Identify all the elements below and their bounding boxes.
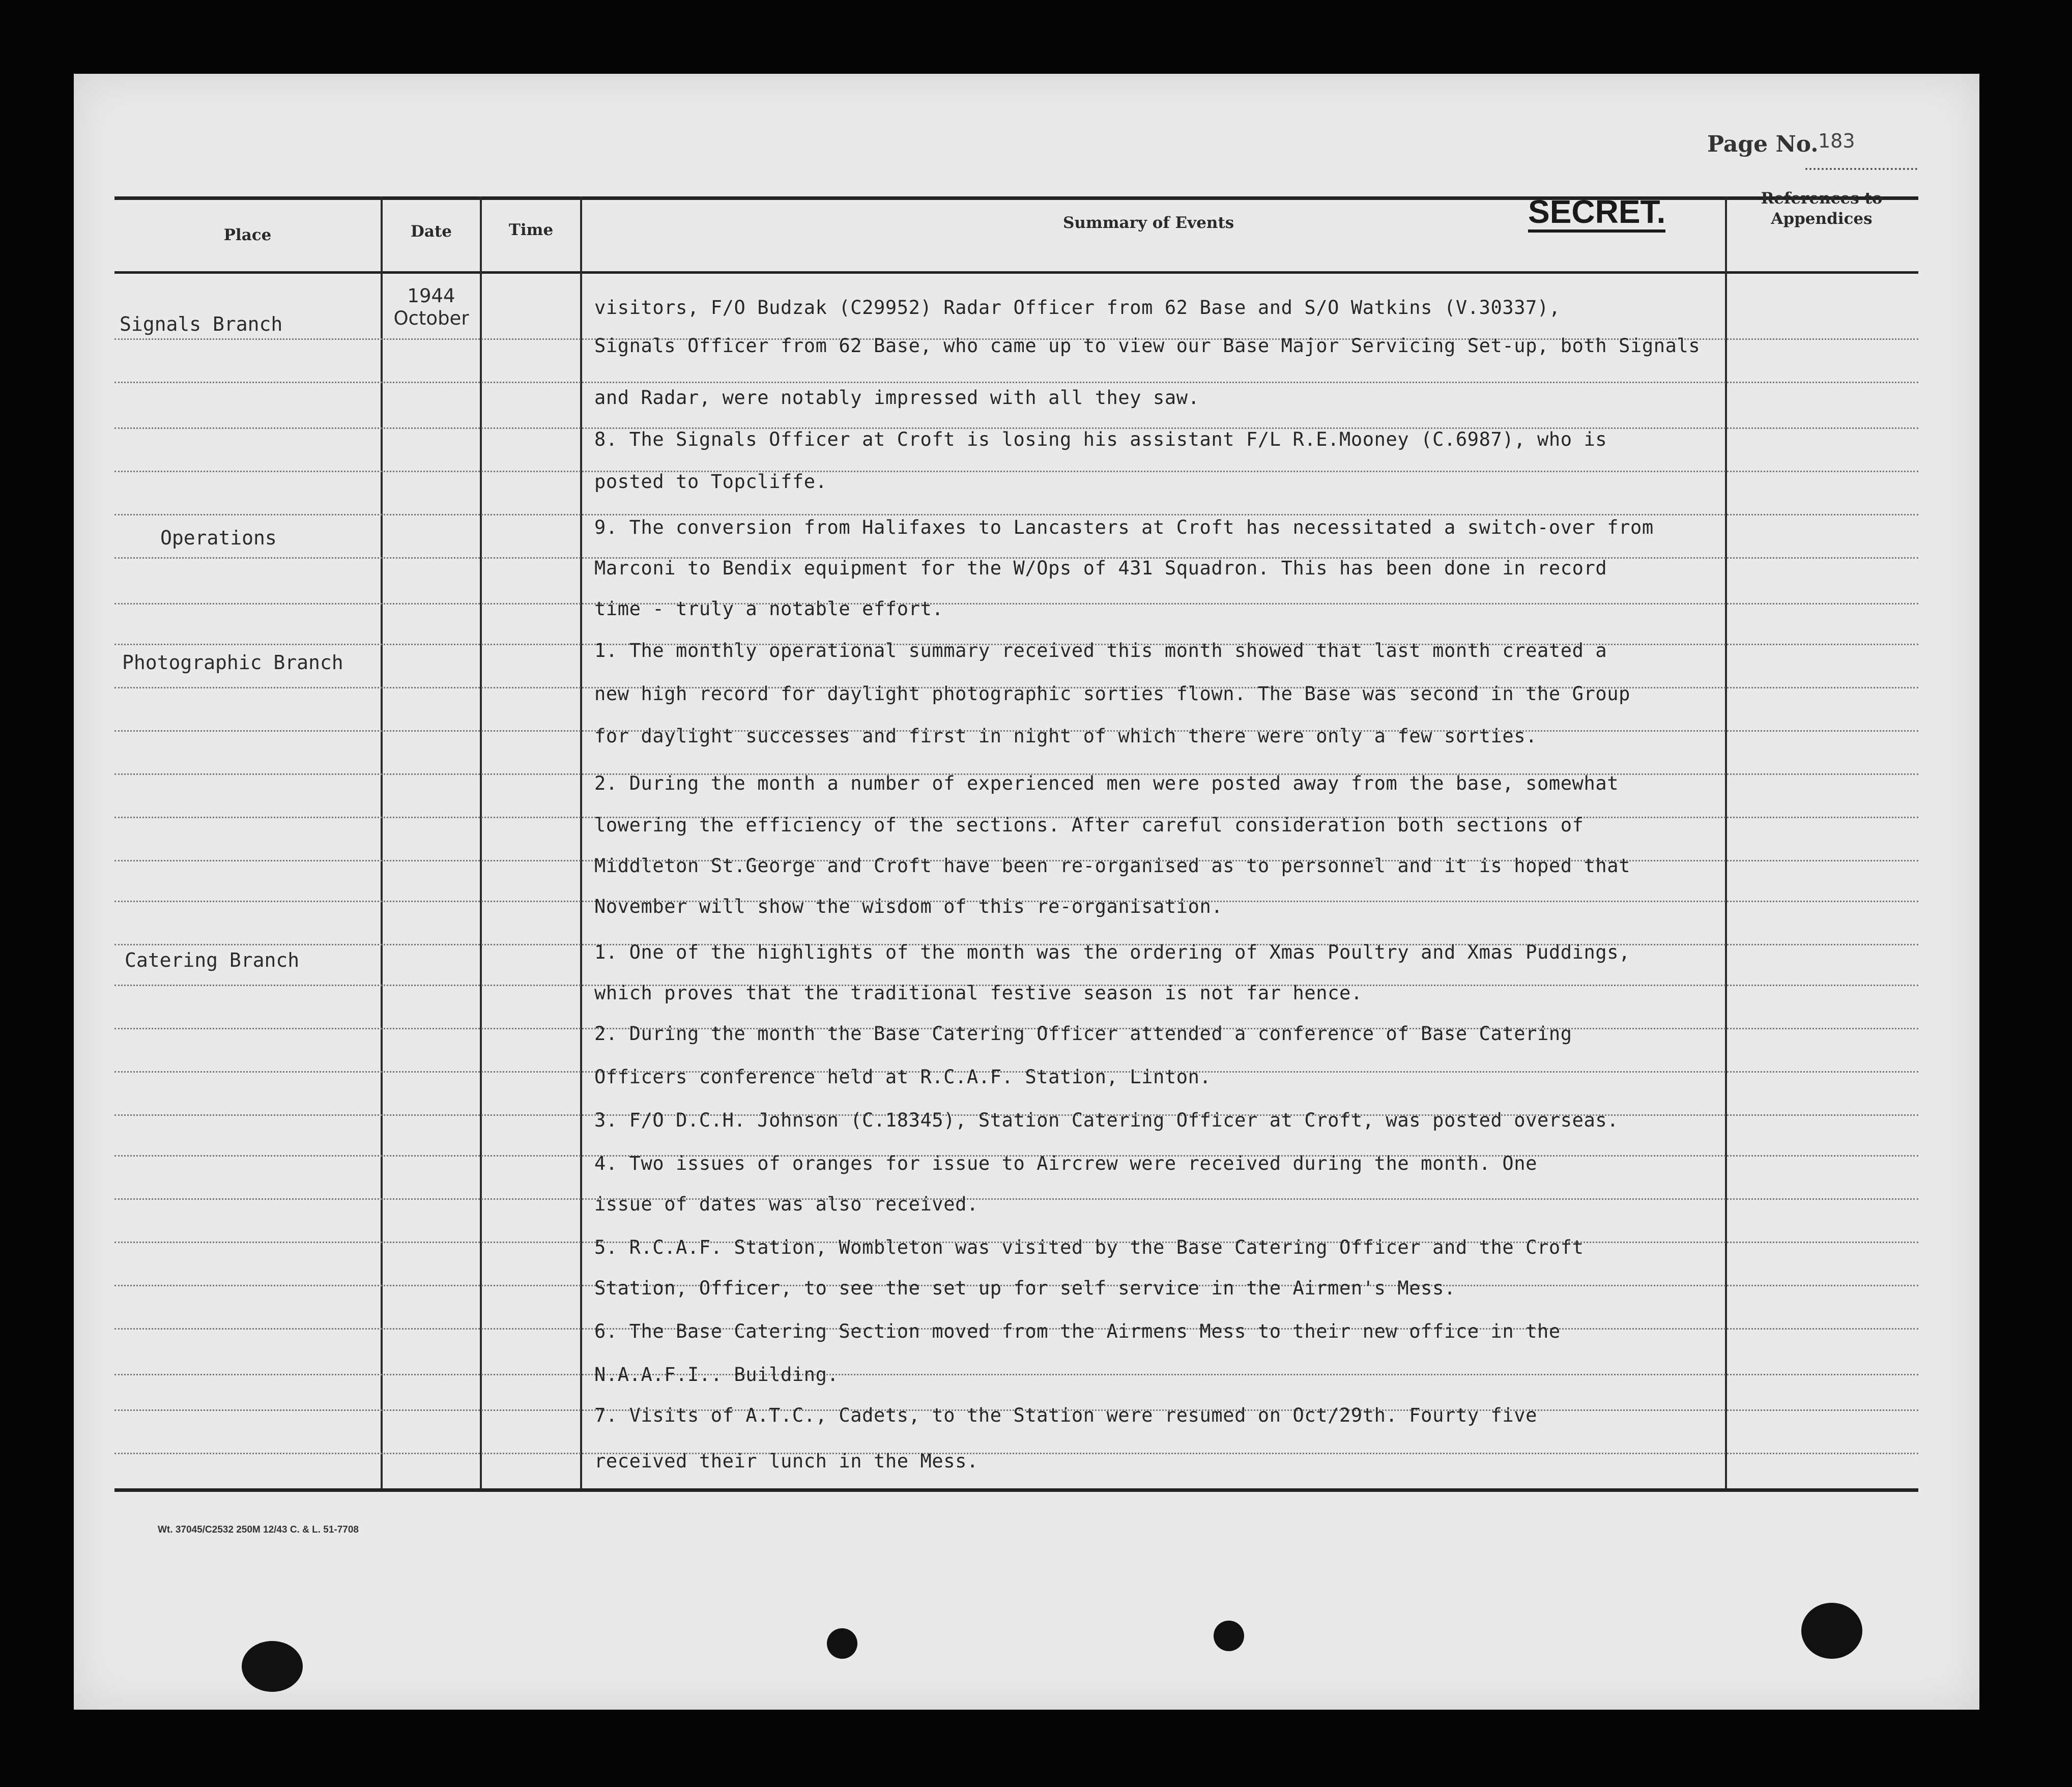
row-separator [114,514,1918,515]
date-month: October [393,307,469,329]
summary-line: Middleton St.George and Croft have been re-organised as to personnel and it is hoped that [594,855,1630,877]
table-bottom-rule [114,1488,1918,1492]
place-operations: Operations [160,527,277,549]
summary-line: November will show the wisdom of this re-organisation. [594,896,1223,917]
summary-line: 4. Two issues of oranges for issue to Aircrew were received during the month. One [594,1152,1537,1174]
summary-line: lowering the efficiency of the sections. After careful consideration both sections of [594,814,1584,836]
column-divider-time [580,196,582,1489]
column-divider-place [381,196,383,1489]
footer-print-code: Wt. 37045/C2532 250M 12/43 C. & L. 51-7708 [158,1524,359,1535]
summary-line: N.A.A.F.I.. Building. [594,1364,839,1386]
summary-line: 1. One of the highlights of the month was the ordering of Xmas Poultry and Xmas Puddings, [594,941,1630,963]
punch-hole [827,1628,857,1659]
summary-line: 1. The monthly operational summary received this month showed that last month created a [594,640,1607,661]
summary-line: visitors, F/O Budzak (C29952) Radar Officer from 62 Base and S/O Watkins (V.30337), [594,297,1561,319]
place-catering-branch: Catering Branch [125,949,300,971]
summary-line: 5. R.C.A.F. Station, Wombleton was visited by the Base Catering Officer and the Croft [594,1236,1584,1258]
punch-hole [1214,1621,1244,1651]
summary-line: which proves that the traditional festive season is not far hence. [594,982,1363,1004]
summary-line: new high record for daylight photographic sorties flown. The Base was second in the Group [594,683,1630,705]
header-bottom-rule [114,271,1918,274]
page-number-value: 183 [1818,130,1855,152]
summary-line: 2. During the month a number of experienced men were posted away from the base, somewhat [594,772,1619,794]
column-header-summary: Summary of Events [1063,214,1234,232]
row-separator [114,603,1918,604]
summary-line: Signals Officer from 62 Base, who came up to view our Base Major Servicing Set-up, both Signals [594,335,1701,357]
row-separator [114,471,1918,472]
summary-line: time - truly a notable effort. [594,598,944,620]
punch-hole [1801,1603,1862,1659]
date-year: 1944 [407,285,455,307]
place-photographic-branch: Photographic Branch [122,651,343,674]
summary-line: 8. The Signals Officer at Croft is losing his assistant F/L R.E.Mooney (C.6987), who is [594,428,1607,450]
secret-stamp: SECRET. [1528,196,1665,233]
summary-line: 2. During the month the Base Catering Officer attended a conference of Base Catering [594,1023,1572,1045]
summary-line: issue of dates was also received. [594,1193,979,1215]
row-separator [114,1453,1918,1454]
page-number-underline [1805,168,1917,170]
summary-line: 9. The conversion from Halifaxes to Lancasters at Croft has necessitated a switch-over from [594,516,1654,538]
row-separator [114,1374,1918,1375]
column-header-place: Place [223,226,272,244]
summary-line: Station, Officer, to see the set up for self service in the Airmen's Mess. [594,1277,1456,1299]
column-header-time: Time [508,221,554,239]
summary-line: and Radar, were notably impressed with all they saw. [594,387,1200,409]
summary-line: Marconi to Bendix equipment for the W/Ops of 431 Squadron. This has been done in record [594,557,1607,579]
column-header-date: Date [410,222,452,241]
summary-line: received their lunch in the Mess. [594,1450,979,1472]
column-header-references: References to Appendices [1761,189,1883,228]
punch-hole [242,1641,303,1692]
summary-line: 6. The Base Catering Section moved from the Airmens Mess to their new office in the [594,1320,1561,1342]
row-separator [114,1198,1918,1200]
place-signals-branch: Signals Branch [120,313,283,335]
summary-line: Officers conference held at R.C.A.F. Station, Linton. [594,1066,1212,1088]
column-divider-summary [1725,196,1727,1489]
record-sheet [74,74,1979,1710]
summary-line: for daylight successes and first in night of which there were only a few sorties. [594,725,1537,747]
page-number-label: Page No. [1707,131,1819,157]
row-separator [114,382,1918,383]
column-divider-date [480,196,482,1489]
summary-line: 3. F/O D.C.H. Johnson (C.18345), Station Catering Officer at Croft, was posted overseas. [594,1109,1619,1131]
summary-line: 7. Visits of A.T.C., Cadets, to the Station were resumed on Oct/29th. Fourty five [594,1404,1537,1426]
summary-line: posted to Topcliffe. [594,471,827,493]
